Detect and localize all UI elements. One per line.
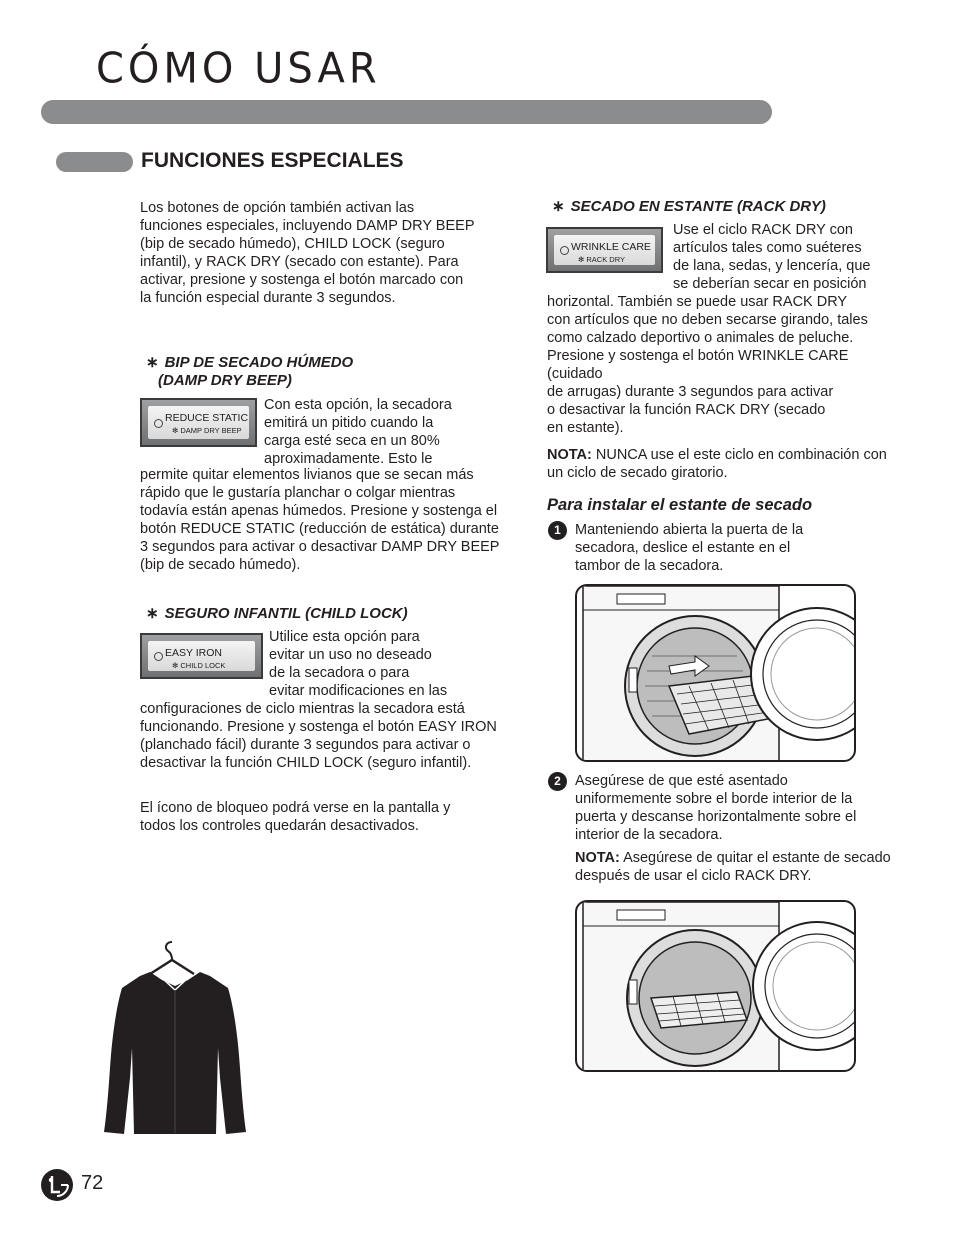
rack-dry-text-top: Use el ciclo RACK DRY con artículos tales como suéteres de lana, sedas, y lencería, que se deberían secar en posición [673, 222, 871, 292]
dryer-rack-installed-illustration [575, 900, 856, 1072]
dryer-open-door-icon [577, 586, 856, 762]
shirt-on-hanger-icon [100, 938, 250, 1138]
step-number-badge: 2 [548, 772, 567, 791]
step-2-text: Asegúrese de que esté asentado uniformemente sobre el borde interior de la puerta y descanse horizontalmente sobre el interior de la secadora. [575, 773, 857, 843]
indicator-icon [560, 246, 569, 255]
asterisk-icon: ∗ [552, 198, 565, 215]
step-number-badge: 1 [548, 521, 567, 540]
child-lock-text: configuraciones de ciclo mientras la secadora está funcionando. Presione y sostenga el botón EASY IRON (planchado fácil) durante 3 segundos para activar o desactivar la función CHILD LOCK (seguro infantil). [140, 701, 497, 771]
page-title: CÓMO USAR [96, 44, 381, 94]
reduce-static-button-image: REDUCE STATIC ✻ DAMP DRY BEEP [140, 398, 257, 447]
child-lock-heading: ∗ SEGURO INFANTIL (CHILD LOCK) [146, 605, 408, 622]
damp-dry-heading: ∗ BIP DE SECADO HÚMEDO (DAMP DRY BEEP) [146, 354, 354, 389]
intro-text: Los botones de opción también activan las funciones especiales, incluyendo DAMP DRY BEEP (bip de secado húmedo), CHILD LOCK (seguro infantil), y RACK DRY (secado con estante). Para activar, presione y sostenga el botón marcado con la función especial durante 3 segundos. [140, 200, 475, 306]
title-bar [41, 100, 772, 124]
install-heading: Para instalar el estante de secado [547, 496, 813, 514]
section-pill [56, 152, 133, 172]
damp-dry-text: permite quitar elementos livianos que se secan más rápido que le gustaría planchar o colgar mientras todavía están apenas húmedos. Presione y sostenga el botón REDUCE STATIC (reducción de estática) durante 3 segundos para activar o desactivar DAMP DRY BEEP (bip de secado húmedo). [140, 467, 500, 573]
asterisk-icon: ∗ [146, 605, 159, 622]
child-lock-text-top: Utilice esta opción para evitar un uso no deseado de la secadora o para evitar modificaciones en las [269, 629, 448, 699]
rack-dry-text: horizontal. También se puede usar RACK DRY con artículos que no deben secarse girando, tales como calzado deportivo o animales de peluche. Presione y sostenga el botón WRINKLE CARE (cuidado de arrugas) durante 3 segundos para activar o desactivar la función RACK DRY (secado en estante). [547, 294, 868, 436]
rack-dry-heading: ∗ SECADO EN ESTANTE (RACK DRY) [552, 198, 826, 215]
install-note: NOTA: Asegúrese de quitar el estante de secado después de usar el ciclo RACK DRY. [575, 850, 891, 884]
step-1-text: Manteniendo abierta la puerta de la secadora, deslice el estante en el tambor de la secadora. [575, 522, 804, 574]
child-lock-note: El ícono de bloqueo podrá verse en la pantalla y todos los controles quedarán desactivados. [140, 800, 451, 834]
damp-dry-text-top: Con esta opción, la secadora emitirá un pitido cuando la carga esté seca en un 80% aproximadamente. Esto le [264, 397, 452, 467]
rack-dry-note: NOTA: NUNCA use el este ciclo en combinación con un ciclo de secado giratorio. [547, 447, 887, 481]
page-number: 72 [81, 1172, 104, 1194]
easy-iron-button-image: EASY IRON ✻ CHILD LOCK [140, 633, 263, 679]
dryer-rack-insert-illustration [575, 584, 856, 762]
lg-logo-icon [40, 1168, 74, 1202]
asterisk-icon: ∗ [146, 354, 159, 371]
indicator-icon [154, 419, 163, 428]
dryer-with-rack-icon [577, 902, 856, 1072]
wrinkle-care-button-image: WRINKLE CARE ✻ RACK DRY [546, 227, 663, 273]
indicator-icon [154, 652, 163, 661]
section-title: FUNCIONES ESPECIALES [141, 149, 404, 172]
